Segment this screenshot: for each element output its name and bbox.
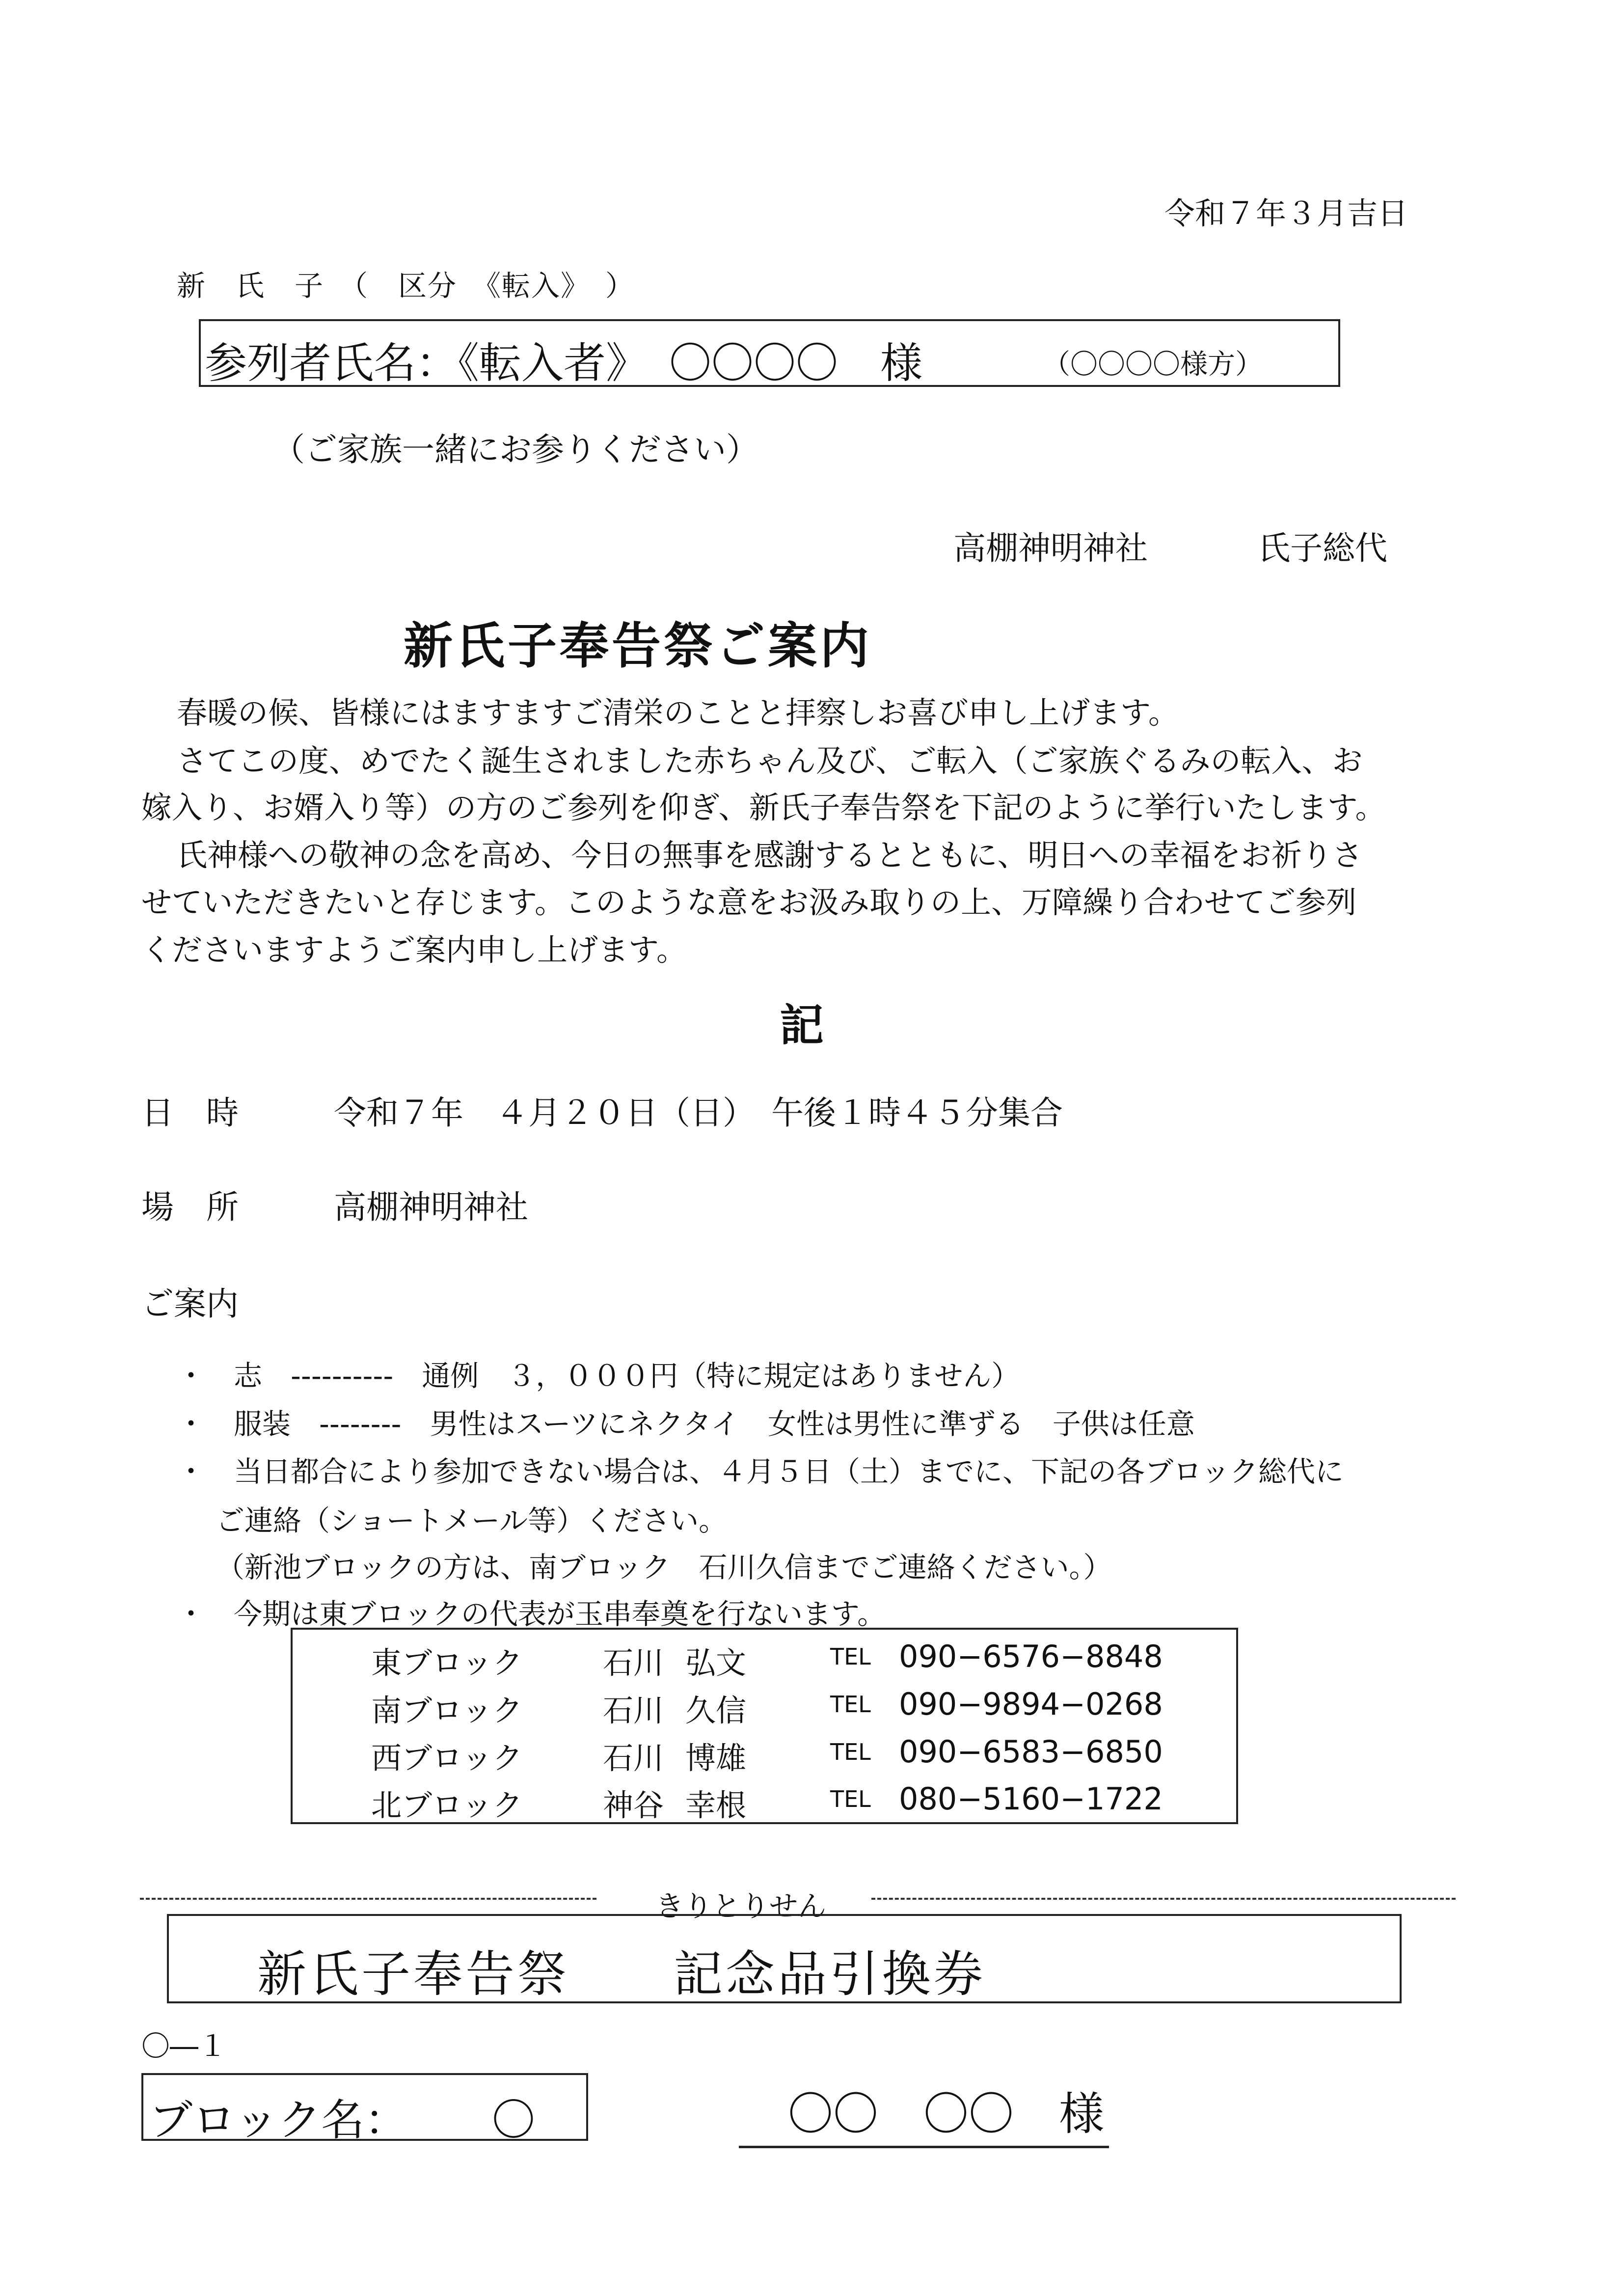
contact-given: 幸根 bbox=[685, 1787, 747, 1823]
sender-role: 氏子総代 bbox=[1258, 529, 1387, 567]
contact-surname: 石川 bbox=[603, 1645, 664, 1681]
document-title: 新氏子奉告祭ご案内 bbox=[404, 617, 872, 675]
cut-dash-right bbox=[871, 1898, 1456, 1900]
recipient-category: 新 氏 子 （ 区分 《転入》 ） bbox=[177, 269, 635, 302]
contact-given: 弘文 bbox=[685, 1645, 747, 1681]
sender-shrine: 高棚神明神社 bbox=[953, 529, 1148, 567]
contact-surname: 石川 bbox=[603, 1693, 664, 1728]
family-note: （ご家族一緒にお参りください） bbox=[272, 431, 758, 468]
contact-tel: 080−5160−1722 bbox=[899, 1781, 1163, 1817]
guide-bullet-2: ・ 服装 -------- 男性はスーツにネクタイ 女性は男性に準ずる 子供は任意 bbox=[177, 1407, 1195, 1441]
contact-surname: 石川 bbox=[603, 1740, 664, 1776]
guide-bullet-1: ・ 志 ---------- 通例 ３，０００円（特に規定はありません） bbox=[177, 1359, 1020, 1393]
guide-heading: ご案内 bbox=[141, 1285, 239, 1323]
recipient-name-suffix: （〇〇〇〇様方） bbox=[1043, 349, 1263, 381]
contact-tel: 090−6583−6850 bbox=[899, 1734, 1163, 1770]
table-row bbox=[293, 1781, 1236, 1825]
block-name-label: ブロック名： bbox=[149, 2095, 408, 2145]
voucher-title-box bbox=[167, 1914, 1402, 2003]
cut-line-label: きりとりせん bbox=[655, 1889, 827, 1923]
contact-block: 北ブロック bbox=[371, 1787, 523, 1823]
guide-bullet-4: ・ 今期は東ブロックの代表が玉串奉奠を行ないます。 bbox=[177, 1597, 886, 1631]
place-label: 場 所 bbox=[141, 1188, 239, 1226]
recipient-name: 参列者氏名：《転入者》 〇〇〇〇 様 bbox=[205, 339, 922, 388]
contact-block: 西ブロック bbox=[371, 1740, 523, 1776]
voucher-recipient-name: 〇〇 〇〇 様 bbox=[739, 2078, 1109, 2148]
cut-line bbox=[140, 1883, 1456, 1923]
table-row bbox=[293, 1639, 1236, 1683]
guide-bullet-3-cont-2: （新池ブロックの方は、南ブロック 石川久信までご連絡ください。） bbox=[216, 1551, 1112, 1584]
contact-tel: 090−6576−8848 bbox=[899, 1639, 1163, 1674]
body-line-4: 氏神様への敬神の念を高め、今日の無事を感謝するとともに、明日への幸福をお祈りさ bbox=[177, 837, 1363, 873]
body-line-5: せていただきたいと存じます。このような意をお汲み取りの上、万障繰り合わせてご参列 bbox=[141, 884, 1357, 920]
voucher-title: 新氏子奉告祭 記念品引換券 bbox=[257, 1945, 986, 2003]
contact-surname: 神谷 bbox=[603, 1787, 664, 1823]
table-row bbox=[293, 1734, 1236, 1778]
recipient-name-box bbox=[199, 319, 1340, 387]
body-line-1: 春暖の候、皆様にはますますご清栄のことと拝察しお喜び申し上げます。 bbox=[177, 695, 1179, 731]
body-line-3: 嫁入り、お婿入り等）の方のご参列を仰ぎ、新氏子奉告祭を下記のように挙行いたします。 bbox=[141, 790, 1386, 825]
tel-label: TEL bbox=[830, 1691, 871, 1718]
guide-bullet-3: ・ 当日都合により参加できない場合は、４月５日（土）までに、下記の各ブロック総代に bbox=[177, 1455, 1344, 1488]
ki-heading: 記 bbox=[780, 1000, 824, 1051]
tel-label: TEL bbox=[830, 1739, 871, 1765]
contact-block: 南ブロック bbox=[371, 1693, 523, 1728]
cut-dash-left bbox=[140, 1898, 596, 1900]
datetime-label: 日 時 bbox=[141, 1094, 239, 1132]
body-line-2: さてこの度、めでたく誕生されました赤ちゃん及び、ご転入（ご家族ぐるみの転入、お bbox=[177, 743, 1363, 779]
guide-bullet-3-cont-1: ご連絡（ショートメール等）ください。 bbox=[216, 1504, 728, 1537]
body-line-6: くださいますようご案内申し上げます。 bbox=[141, 932, 687, 968]
block-name-box bbox=[141, 2073, 588, 2145]
tel-label: TEL bbox=[830, 1786, 871, 1812]
place-value: 高棚神明神社 bbox=[334, 1188, 528, 1226]
block-name-value: 〇 bbox=[492, 2095, 536, 2145]
contact-given: 久信 bbox=[685, 1693, 747, 1728]
issue-date: 令和７年３月吉日 bbox=[1164, 195, 1408, 231]
datetime-value: 令和７年 ４月２０日（日） 午後１時４５分集合 bbox=[334, 1094, 1063, 1132]
contact-given: 博雄 bbox=[685, 1740, 747, 1776]
voucher-code: 〇―１ bbox=[141, 2029, 227, 2063]
contacts-table bbox=[291, 1628, 1238, 1824]
contact-block: 東ブロック bbox=[371, 1645, 523, 1681]
tel-label: TEL bbox=[830, 1643, 871, 1670]
contact-tel: 090−9894−0268 bbox=[899, 1686, 1163, 1722]
table-row bbox=[293, 1686, 1236, 1730]
